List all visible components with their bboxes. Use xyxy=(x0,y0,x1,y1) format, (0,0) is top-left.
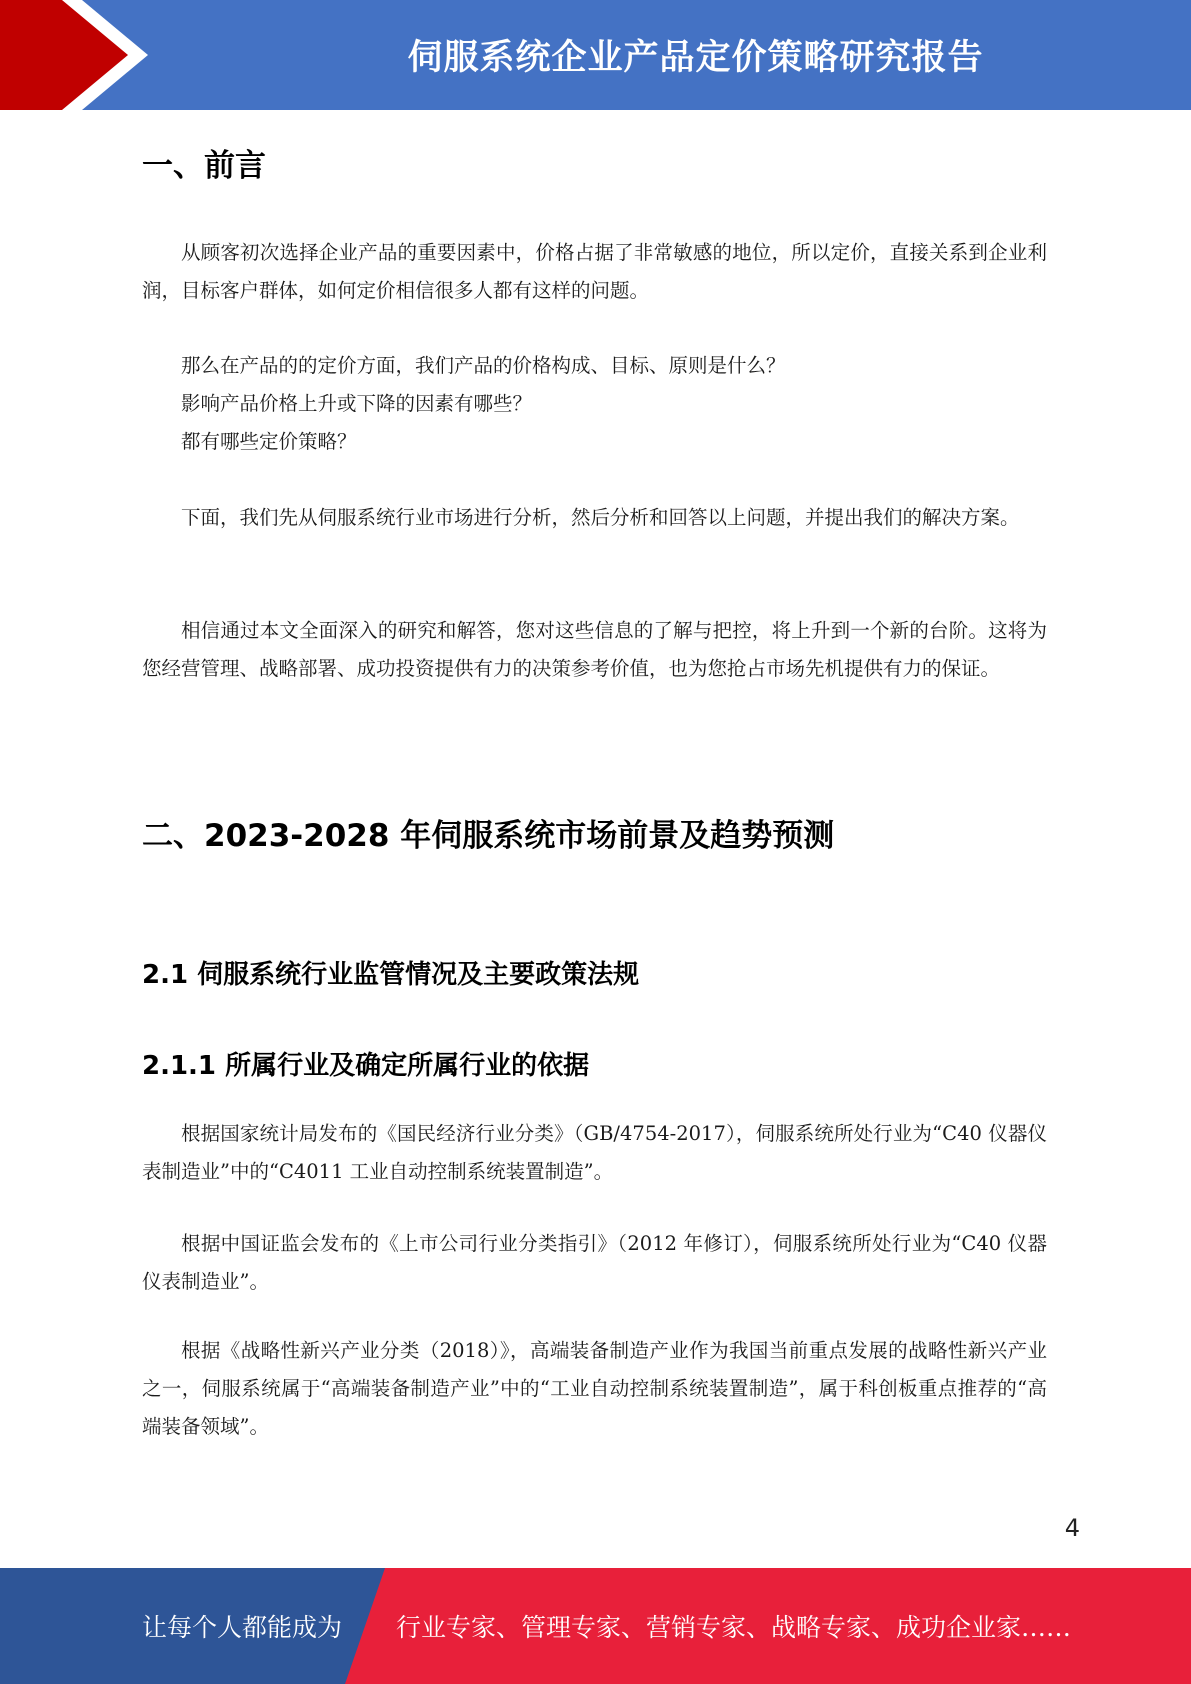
page-footer xyxy=(0,1568,1191,1684)
footer-slogan-left: 让每个人都能成为 xyxy=(142,1613,343,1642)
preface-question-1: 那么在产品的的定价方面，我们产品的价格构成、目标、原则是什么？ xyxy=(181,354,786,377)
section-heading-preface: 一、前言 xyxy=(142,148,266,184)
footer-slogan-right: 行业专家、管理专家、营销专家、战略专家、成功企业家…… xyxy=(396,1613,1072,1642)
page-number: 4 xyxy=(1064,1514,1080,1542)
preface-question-2: 影响产品价格上升或下降的因素有哪些？ xyxy=(181,392,533,415)
page-header xyxy=(0,0,1191,110)
subsection-heading-industry-classification: 2.1.1 所属行业及确定所属行业的依据 xyxy=(142,1051,590,1081)
section-heading-market-forecast: 二、2023-2028 年伺服系统市场前景及趋势预测 xyxy=(142,818,835,854)
classification-paragraph-1: 根据国家统计局发布的《国民经济行业分类》（GB/4754-2017），伺服系统所处行业为“C40 仪器仪表制造业”中的“C4011 工业自动控制系统装置制造”。 xyxy=(142,1122,1047,1183)
preface-paragraph-3: 下面，我们先从伺服系统行业市场进行分析，然后分析和回答以上问题，并提出我们的解决方案。 xyxy=(181,506,1020,529)
preface-question-3: 都有哪些定价策略？ xyxy=(181,430,357,453)
report-title: 伺服系统企业产品定价策略研究报告 xyxy=(407,38,984,78)
classification-paragraph-3: 根据《战略性新兴产业分类（2018）》，高端装备制造产业作为我国当前重点发展的战略性新兴产业之一，伺服系统属于“高端装备制造产业”中的“工业自动控制系统装置制造”，属于科创板重点推荐的“高端装备领域”。 xyxy=(142,1339,1047,1438)
preface-paragraph-1: 从顾客初次选择企业产品的重要因素中，价格占据了非常敏感的地位，所以定价，直接关系到企业利润，目标客户群体，如何定价相信很多人都有这样的问题。 xyxy=(142,241,1047,302)
subsection-heading-regulation: 2.1 伺服系统行业监管情况及主要政策法规 xyxy=(142,960,640,990)
classification-paragraph-2: 根据中国证监会发布的《上市公司行业分类指引》（2012 年修订），伺服系统所处行业为“C40 仪器仪表制造业”。 xyxy=(142,1232,1047,1293)
preface-paragraph-4: 相信通过本文全面深入的研究和解答，您对这些信息的了解与把控，将上升到一个新的台阶。这将为您经营管理、战略部署、成功投资提供有力的决策参考价值，也为您抢占市场先机提供有力的保证。 xyxy=(142,619,1047,680)
